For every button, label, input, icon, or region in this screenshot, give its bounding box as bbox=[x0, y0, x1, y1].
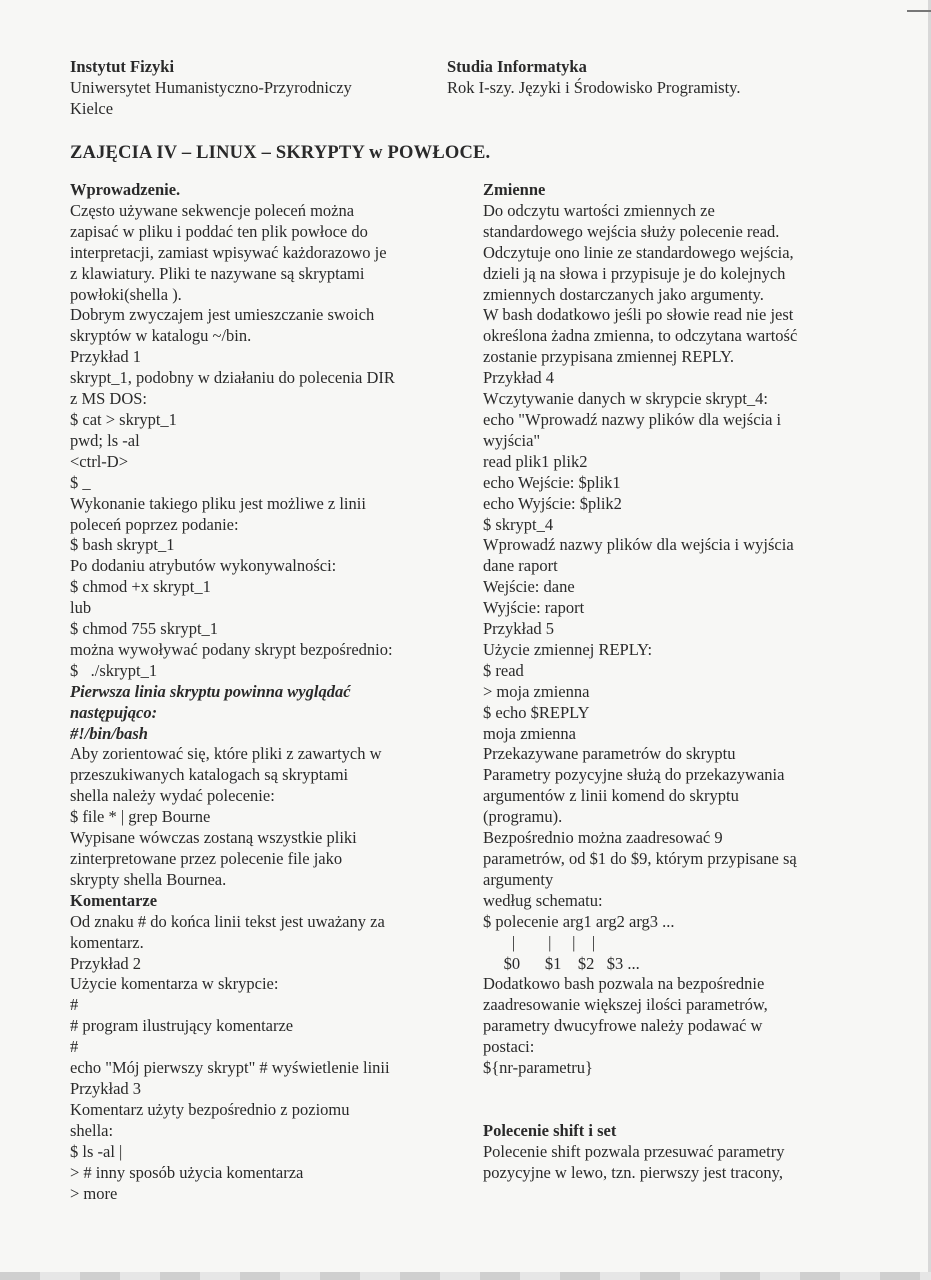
text-line: $ chmod +x skrypt_1 bbox=[70, 577, 211, 597]
text-line: argumenty bbox=[483, 869, 554, 889]
text-line: poleceń poprzez podanie: bbox=[70, 514, 239, 534]
text-line: parametrów, od $1 do $9, którym przypisane są bbox=[483, 849, 797, 868]
text-line: Komentarz użyty bezpośrednio z poziomu bbox=[70, 1099, 350, 1119]
text-line: z klawiatury. Pliki te nazywane są skryptami bbox=[70, 263, 365, 283]
text-line: interpretacji, zamiast wpisywać każdorazowo je bbox=[70, 242, 387, 262]
text-line: ${nr-parametru} bbox=[483, 1058, 593, 1078]
text-line: shella: bbox=[70, 1120, 114, 1140]
scan-bottom-strip bbox=[0, 1272, 931, 1280]
text-line: $ ./skrypt_1 bbox=[70, 660, 158, 680]
text-line: > # inny sposób użycia komentarza bbox=[70, 1162, 304, 1182]
text-line: moja zmienna bbox=[483, 723, 577, 743]
text-line: Polecenie shift pozwala przesuwać parametry bbox=[483, 1141, 785, 1161]
text-line: $ echo $REPLY bbox=[483, 702, 590, 722]
header-right bbox=[447, 56, 907, 98]
text-line: dzieli ją na słowa i przypisuje je do kolejnych bbox=[483, 263, 786, 283]
text-line: | | | | bbox=[483, 932, 596, 952]
text-line: Aby zorientować się, które pliki z zawartych w bbox=[70, 744, 382, 764]
text-line: Dobrym zwyczajem jest umieszczanie swoich bbox=[70, 305, 375, 325]
text-line: według schematu: bbox=[483, 890, 603, 910]
text-line: Przykład 1 bbox=[70, 347, 142, 367]
text-line: zinterpretowane przez polecenie file jako bbox=[70, 849, 343, 868]
text-line: skrypty shella Bournea. bbox=[70, 869, 227, 889]
text-line: $ cat > skrypt_1 bbox=[70, 409, 177, 429]
text-line: $ chmod 755 skrypt_1 bbox=[70, 619, 219, 639]
paragraph-gap bbox=[483, 1079, 843, 1121]
text-line: Przekazywane parametrów do skryptu bbox=[483, 744, 736, 764]
text-line: Przykład 4 bbox=[483, 368, 555, 388]
text-line: Dodatkowo bash pozwala na bezpośrednie bbox=[483, 974, 765, 994]
text-line: określona żadna zmienna, to odczytana wartość bbox=[483, 326, 798, 346]
text-line: argumentów z linii komend do skryptu bbox=[483, 786, 739, 806]
text-line: $ read bbox=[483, 660, 524, 680]
right-column bbox=[483, 180, 843, 1184]
text-line: Odczytuje ono linie ze standardowego wejścia, bbox=[483, 242, 794, 262]
text-line: parametry dwucyfrowe należy podawać w bbox=[483, 1016, 763, 1036]
header-left bbox=[70, 56, 450, 119]
text-line: $ ls -al | bbox=[70, 1141, 123, 1161]
text-line: $ bash skrypt_1 bbox=[70, 535, 175, 555]
scan-corner-mark bbox=[907, 10, 931, 12]
text-line: Wczytywanie danych w skrypcie skrypt_4: bbox=[483, 389, 768, 409]
text-line: Użycie komentarza w skrypcie: bbox=[70, 974, 279, 994]
text-line: > more bbox=[70, 1183, 118, 1203]
text-line: postaci: bbox=[483, 1037, 535, 1057]
text-line: Wejście: dane bbox=[483, 577, 575, 597]
text-line: <ctrl-D> bbox=[70, 451, 129, 471]
text-line: Bezpośrednio można zaadresować 9 bbox=[483, 828, 723, 848]
text-line: Przykład 5 bbox=[483, 619, 555, 639]
program-name: Studia Informatyka bbox=[447, 57, 587, 76]
text-line: Użycie zmiennej REPLY: bbox=[483, 639, 653, 659]
text-line: Pierwsza linia skryptu powinna wyglądać bbox=[70, 681, 351, 701]
text-line: Parametry pozycyjne służą do przekazywania bbox=[483, 765, 785, 785]
section-heading: Komentarze bbox=[70, 890, 158, 910]
text-line: # bbox=[70, 1037, 79, 1057]
city-name: Kielce bbox=[70, 99, 114, 118]
text-line: pwd; ls -al bbox=[70, 430, 140, 450]
text-line: zmiennych dostarczanych jako argumenty. bbox=[483, 284, 764, 304]
text-line: przeszukiwanych katalogach są skryptami bbox=[70, 765, 349, 785]
text-line: $ polecenie arg1 arg2 arg3 ... bbox=[483, 911, 675, 931]
text-line: Wypisane wówczas zostaną wszystkie pliki bbox=[70, 828, 357, 848]
text-line: Do odczytu wartości zmiennych ze bbox=[483, 200, 715, 220]
text-line: Wyjście: raport bbox=[483, 598, 585, 618]
text-line: $ _ bbox=[70, 472, 91, 492]
text-line: # program ilustrujący komentarze bbox=[70, 1016, 294, 1036]
text-line: echo Wejście: $plik1 bbox=[483, 472, 621, 492]
university-name: Uniwersytet Humanistyczno-Przyrodniczy bbox=[70, 78, 352, 97]
text-line: Od znaku # do końca linii tekst jest uważany za bbox=[70, 911, 385, 931]
text-line: $ skrypt_4 bbox=[483, 514, 554, 534]
text-line: Wprowadź nazwy plików dla wejścia i wyjścia bbox=[483, 535, 794, 555]
text-line: read plik1 plik2 bbox=[483, 451, 588, 471]
text-line: wyjścia" bbox=[483, 430, 541, 450]
institute-name: Instytut Fizyki bbox=[70, 57, 175, 76]
section-heading: Polecenie shift i set bbox=[483, 1120, 617, 1140]
section-heading: Zmienne bbox=[483, 180, 546, 199]
text-line: shella należy wydać polecenie: bbox=[70, 786, 275, 806]
document-title: ZAJĘCIA IV – LINUX – SKRYPTY w POWŁOCE. bbox=[70, 143, 491, 163]
left-column bbox=[70, 180, 430, 1204]
text-line: skrypt_1, podobny w działaniu do polecenia DIR bbox=[70, 368, 395, 388]
text-line: $ file * | grep Bourne bbox=[70, 807, 211, 827]
text-line: zapisać w pliku i poddać ten plik powłoce do bbox=[70, 221, 368, 241]
text-line: > moja zmienna bbox=[483, 681, 590, 701]
text-line: $0 $1 $2 $3 ... bbox=[483, 953, 640, 973]
text-line: można wywoływać podany skrypt bezpośrednio: bbox=[70, 639, 393, 659]
text-line: powłoki(shella ). bbox=[70, 284, 182, 304]
text-line: skryptów w katalogu ~/bin. bbox=[70, 326, 252, 346]
text-line: echo "Wprowadź nazwy plików dla wejścia i bbox=[483, 409, 782, 429]
text-line: dane raport bbox=[483, 556, 558, 576]
course-name: Rok I-szy. Języki i Środowisko Programisty. bbox=[447, 78, 741, 97]
section-heading: Wprowadzenie. bbox=[70, 180, 181, 199]
text-line: (programu). bbox=[483, 807, 563, 827]
text-line: z MS DOS: bbox=[70, 389, 148, 409]
text-line: W bash dodatkowo jeśli po słowie read nie jest bbox=[483, 305, 794, 325]
text-line: Często używane sekwencje poleceń można bbox=[70, 200, 355, 220]
text-line: standardowego wejścia służy polecenie read. bbox=[483, 221, 780, 241]
text-line: Wykonanie takiego pliku jest możliwe z linii bbox=[70, 493, 366, 513]
text-line: pozycyjne w lewo, tzn. pierwszy jest tracony, bbox=[483, 1162, 783, 1182]
text-line: echo Wyjście: $plik2 bbox=[483, 493, 622, 513]
text-line: Przykład 3 bbox=[70, 1078, 142, 1098]
text-line: zostanie przypisana zmiennej REPLY. bbox=[483, 347, 734, 367]
text-line: Przykład 2 bbox=[70, 953, 142, 973]
text-line: Po dodaniu atrybutów wykonywalności: bbox=[70, 556, 337, 576]
text-line: komentarz. bbox=[70, 932, 144, 952]
text-line: lub bbox=[70, 598, 92, 618]
text-line: następująco: bbox=[70, 702, 158, 722]
text-line: # bbox=[70, 995, 79, 1015]
text-line: zaadresowanie większej ilości parametrów, bbox=[483, 995, 768, 1015]
text-line: echo "Mój pierwszy skrypt" # wyświetlenie linii bbox=[70, 1058, 390, 1078]
text-line: #!/bin/bash bbox=[70, 723, 148, 743]
